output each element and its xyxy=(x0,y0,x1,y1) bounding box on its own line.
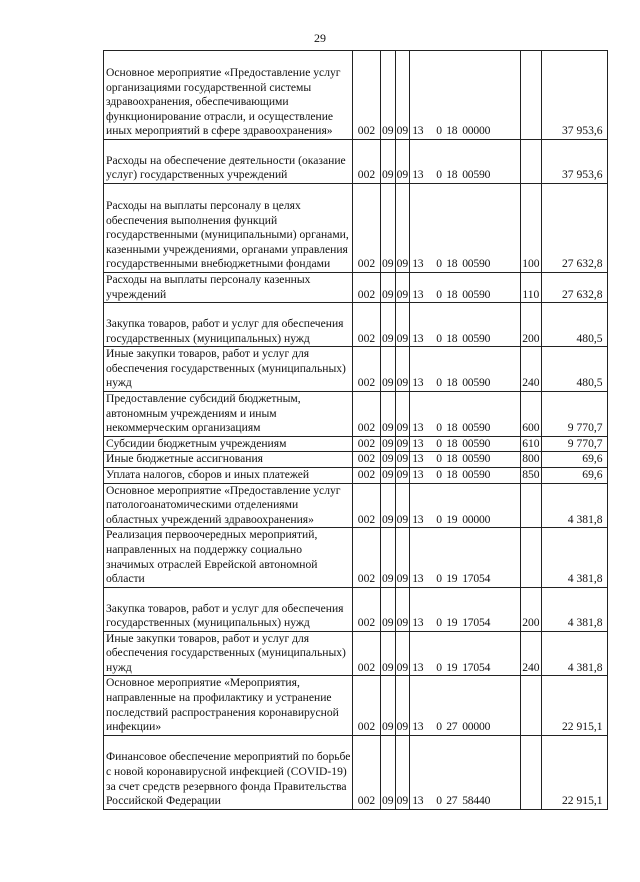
target-subprogram-code: 0 xyxy=(436,572,442,586)
target-direction-code: 00590 xyxy=(462,168,491,182)
amount-cell: 27 632,8 xyxy=(541,273,607,303)
target-subprogram-code: 0 xyxy=(436,452,442,466)
target-event-code: 19 xyxy=(446,660,458,674)
target-article-cell xyxy=(410,587,521,631)
target-event-code: 19 xyxy=(446,616,458,630)
target-direction-code: 17054 xyxy=(462,660,491,674)
table-row xyxy=(104,587,608,631)
table-row xyxy=(104,273,608,303)
subsection-code-cell: 09 xyxy=(395,184,410,273)
target-article-cell xyxy=(410,735,521,809)
ministry-code-cell: 002 xyxy=(353,140,381,184)
ministry-code-cell: 002 xyxy=(353,483,381,528)
table-row xyxy=(104,452,608,468)
target-article-cell xyxy=(410,303,521,347)
subsection-code-cell: 09 xyxy=(395,483,410,528)
ministry-code-cell: 002 xyxy=(353,347,381,392)
table-row xyxy=(104,676,608,735)
target-subprogram-code: 0 xyxy=(436,720,442,734)
amount-cell: 69,6 xyxy=(541,467,607,483)
amount-cell: 27 632,8 xyxy=(541,184,607,273)
target-event-code: 18 xyxy=(446,436,458,450)
ministry-code-cell: 002 xyxy=(353,303,381,347)
target-program-code: 13 xyxy=(412,421,424,435)
expense-type-cell: 100 xyxy=(521,184,541,273)
amount-cell: 37 953,6 xyxy=(541,140,607,184)
table-row xyxy=(104,631,608,676)
expense-type-cell: 240 xyxy=(521,347,541,392)
target-subprogram-code: 0 xyxy=(436,421,442,435)
subsection-code-cell: 09 xyxy=(395,587,410,631)
target-article-cell xyxy=(410,676,521,735)
target-program-code: 13 xyxy=(412,124,424,138)
target-direction-code: 00000 xyxy=(462,512,491,526)
amount-cell: 4 381,8 xyxy=(541,587,607,631)
expense-type-cell xyxy=(521,528,541,587)
ministry-code-cell: 002 xyxy=(353,676,381,735)
target-subprogram-code: 0 xyxy=(436,512,442,526)
target-program-code: 13 xyxy=(412,287,424,301)
target-event-code: 18 xyxy=(446,421,458,435)
subsection-code-cell: 09 xyxy=(395,273,410,303)
expense-name-cell: Иные бюджетные ассигнования xyxy=(104,452,353,468)
target-event-code: 18 xyxy=(446,452,458,466)
target-subprogram-code: 0 xyxy=(436,331,442,345)
expense-type-cell: 610 xyxy=(521,436,541,452)
section-code-cell: 09 xyxy=(381,273,396,303)
expense-name-cell: Расходы на выплаты персоналу в целях обеспечения выполнения функций государственными (муниципальными) органами, казенными учреждениями, органами управления государственными внебюджетными фондами xyxy=(104,184,353,273)
ministry-code-cell: 002 xyxy=(353,273,381,303)
expense-type-cell: 200 xyxy=(521,587,541,631)
subsection-code-cell: 09 xyxy=(395,676,410,735)
amount-cell: 480,5 xyxy=(541,303,607,347)
target-article-cell xyxy=(410,483,521,528)
amount-cell: 22 915,1 xyxy=(541,735,607,809)
table-body xyxy=(104,51,608,810)
expense-name-cell: Закупка товаров, работ и услуг для обеспечения государственных (муниципальных) нужд xyxy=(104,587,353,631)
target-direction-code: 00000 xyxy=(462,124,491,138)
budget-table xyxy=(103,50,608,810)
target-article-cell xyxy=(410,528,521,587)
ministry-code-cell: 002 xyxy=(353,436,381,452)
target-subprogram-code: 0 xyxy=(436,124,442,138)
target-subprogram-code: 0 xyxy=(436,376,442,390)
expense-name-cell: Иные закупки товаров, работ и услуг для обеспечения государственных (муниципальных) нужд xyxy=(104,347,353,392)
target-program-code: 13 xyxy=(412,616,424,630)
subsection-code-cell: 09 xyxy=(395,735,410,809)
target-article-cell xyxy=(410,391,521,436)
expense-type-cell xyxy=(521,51,541,140)
ministry-code-cell: 002 xyxy=(353,587,381,631)
target-subprogram-code: 0 xyxy=(436,660,442,674)
target-subprogram-code: 0 xyxy=(436,257,442,271)
target-program-code: 13 xyxy=(412,794,424,808)
expense-name-cell: Предоставление субсидий бюджетным, автономным учреждениям и иным некоммерческим организациям xyxy=(104,391,353,436)
amount-cell: 9 770,7 xyxy=(541,436,607,452)
target-article-cell xyxy=(410,184,521,273)
expense-type-cell xyxy=(521,140,541,184)
target-event-code: 27 xyxy=(446,794,458,808)
target-article-cell xyxy=(410,436,521,452)
amount-cell: 480,5 xyxy=(541,347,607,392)
target-program-code: 13 xyxy=(412,572,424,586)
table-row xyxy=(104,483,608,528)
expense-type-cell xyxy=(521,735,541,809)
target-program-code: 13 xyxy=(412,467,424,481)
target-program-code: 13 xyxy=(412,257,424,271)
expense-type-cell: 800 xyxy=(521,452,541,468)
section-code-cell: 09 xyxy=(381,483,396,528)
expense-type-cell xyxy=(521,483,541,528)
section-code-cell: 09 xyxy=(381,184,396,273)
expense-name-cell: Основное мероприятие «Предоставление услуг патологоанатомическими отделениями областных учреждений здравоохранения» xyxy=(104,483,353,528)
target-direction-code: 00590 xyxy=(462,452,491,466)
section-code-cell: 09 xyxy=(381,436,396,452)
subsection-code-cell: 09 xyxy=(395,140,410,184)
expense-name-cell: Основное мероприятие «Предоставление услуг организациями государственной системы здравоохранения, обеспечивающими функционирование отрасли, и осуществление иных мероприятий в сфере здравоохранения» xyxy=(104,51,353,140)
subsection-code-cell: 09 xyxy=(395,303,410,347)
subsection-code-cell: 09 xyxy=(395,436,410,452)
expense-name-cell: Субсидии бюджетным учреждениям xyxy=(104,436,353,452)
subsection-code-cell: 09 xyxy=(395,631,410,676)
target-event-code: 18 xyxy=(446,168,458,182)
expense-name-cell: Реализация первоочередных мероприятий, направленных на поддержку социально значимых отраслей Еврейской автономной области xyxy=(104,528,353,587)
section-code-cell: 09 xyxy=(381,51,396,140)
target-direction-code: 17054 xyxy=(462,616,491,630)
expense-type-cell: 850 xyxy=(521,467,541,483)
section-code-cell: 09 xyxy=(381,631,396,676)
target-subprogram-code: 0 xyxy=(436,616,442,630)
target-subprogram-code: 0 xyxy=(436,436,442,450)
expense-type-cell xyxy=(521,676,541,735)
amount-cell: 22 915,1 xyxy=(541,676,607,735)
section-code-cell: 09 xyxy=(381,347,396,392)
target-event-code: 18 xyxy=(446,257,458,271)
table-row xyxy=(104,347,608,392)
target-event-code: 18 xyxy=(446,287,458,301)
subsection-code-cell: 09 xyxy=(395,528,410,587)
target-program-code: 13 xyxy=(412,512,424,526)
expense-name-cell: Расходы на выплаты персоналу казенных учреждений xyxy=(104,273,353,303)
expense-name-cell: Закупка товаров, работ и услуг для обеспечения государственных (муниципальных) нужд xyxy=(104,303,353,347)
target-direction-code: 00590 xyxy=(462,331,491,345)
table-row xyxy=(104,467,608,483)
target-event-code: 18 xyxy=(446,467,458,481)
table-row xyxy=(104,735,608,809)
target-subprogram-code: 0 xyxy=(436,794,442,808)
target-program-code: 13 xyxy=(412,720,424,734)
target-article-cell xyxy=(410,51,521,140)
amount-cell: 69,6 xyxy=(541,452,607,468)
target-program-code: 13 xyxy=(412,168,424,182)
subsection-code-cell: 09 xyxy=(395,467,410,483)
expense-type-cell: 600 xyxy=(521,391,541,436)
expense-name-cell: Расходы на обеспечение деятельности (оказание услуг) государственных учреждений xyxy=(104,140,353,184)
section-code-cell: 09 xyxy=(381,587,396,631)
target-direction-code: 00590 xyxy=(462,287,491,301)
table-row xyxy=(104,140,608,184)
section-code-cell: 09 xyxy=(381,140,396,184)
target-event-code: 19 xyxy=(446,512,458,526)
expense-name-cell: Основное мероприятие «Мероприятия, направленные на профилактику и устранение последствий распространения коронавирусной инфекции» xyxy=(104,676,353,735)
ministry-code-cell: 002 xyxy=(353,735,381,809)
ministry-code-cell: 002 xyxy=(353,528,381,587)
section-code-cell: 09 xyxy=(381,303,396,347)
ministry-code-cell: 002 xyxy=(353,631,381,676)
target-article-cell xyxy=(410,631,521,676)
ministry-code-cell: 002 xyxy=(353,391,381,436)
subsection-code-cell: 09 xyxy=(395,51,410,140)
section-code-cell: 09 xyxy=(381,735,396,809)
amount-cell: 4 381,8 xyxy=(541,631,607,676)
subsection-code-cell: 09 xyxy=(395,347,410,392)
target-article-cell xyxy=(410,273,521,303)
target-direction-code: 00590 xyxy=(462,421,491,435)
target-direction-code: 58440 xyxy=(462,794,491,808)
page-number: 29 xyxy=(314,31,326,45)
amount-cell: 9 770,7 xyxy=(541,391,607,436)
target-direction-code: 00590 xyxy=(462,436,491,450)
target-subprogram-code: 0 xyxy=(436,168,442,182)
target-event-code: 18 xyxy=(446,331,458,345)
target-event-code: 27 xyxy=(446,720,458,734)
expense-type-cell: 200 xyxy=(521,303,541,347)
section-code-cell: 09 xyxy=(381,391,396,436)
subsection-code-cell: 09 xyxy=(395,452,410,468)
ministry-code-cell: 002 xyxy=(353,467,381,483)
target-subprogram-code: 0 xyxy=(436,467,442,481)
target-direction-code: 00590 xyxy=(462,467,491,481)
amount-cell: 4 381,8 xyxy=(541,528,607,587)
target-direction-code: 00590 xyxy=(462,257,491,271)
target-program-code: 13 xyxy=(412,452,424,466)
target-subprogram-code: 0 xyxy=(436,287,442,301)
section-code-cell: 09 xyxy=(381,676,396,735)
target-program-code: 13 xyxy=(412,660,424,674)
target-article-cell xyxy=(410,140,521,184)
section-code-cell: 09 xyxy=(381,452,396,468)
target-article-cell xyxy=(410,347,521,392)
table-row xyxy=(104,528,608,587)
table-row xyxy=(104,436,608,452)
target-event-code: 19 xyxy=(446,572,458,586)
target-event-code: 18 xyxy=(446,376,458,390)
expense-name-cell: Иные закупки товаров, работ и услуг для обеспечения государственных (муниципальных) нужд xyxy=(104,631,353,676)
target-article-cell xyxy=(410,467,521,483)
ministry-code-cell: 002 xyxy=(353,452,381,468)
expense-name-cell: Финансовое обеспечение мероприятий по борьбе с новой коронавирусной инфекцией (COVID-19) за счет средств резервного фонда Правительства Российской Федерации xyxy=(104,735,353,809)
subsection-code-cell: 09 xyxy=(395,391,410,436)
section-code-cell: 09 xyxy=(381,467,396,483)
table-row xyxy=(104,51,608,140)
table-row xyxy=(104,303,608,347)
amount-cell: 37 953,6 xyxy=(541,51,607,140)
target-direction-code: 17054 xyxy=(462,572,491,586)
section-code-cell: 09 xyxy=(381,528,396,587)
ministry-code-cell: 002 xyxy=(353,184,381,273)
expense-name-cell: Уплата налогов, сборов и иных платежей xyxy=(104,467,353,483)
target-article-cell xyxy=(410,452,521,468)
target-program-code: 13 xyxy=(412,436,424,450)
table-row xyxy=(104,391,608,436)
target-direction-code: 00000 xyxy=(462,720,491,734)
target-program-code: 13 xyxy=(412,376,424,390)
ministry-code-cell: 002 xyxy=(353,51,381,140)
expense-type-cell: 110 xyxy=(521,273,541,303)
amount-cell: 4 381,8 xyxy=(541,483,607,528)
target-direction-code: 00590 xyxy=(462,376,491,390)
table-row xyxy=(104,184,608,273)
target-event-code: 18 xyxy=(446,124,458,138)
expense-type-cell: 240 xyxy=(521,631,541,676)
target-program-code: 13 xyxy=(412,331,424,345)
